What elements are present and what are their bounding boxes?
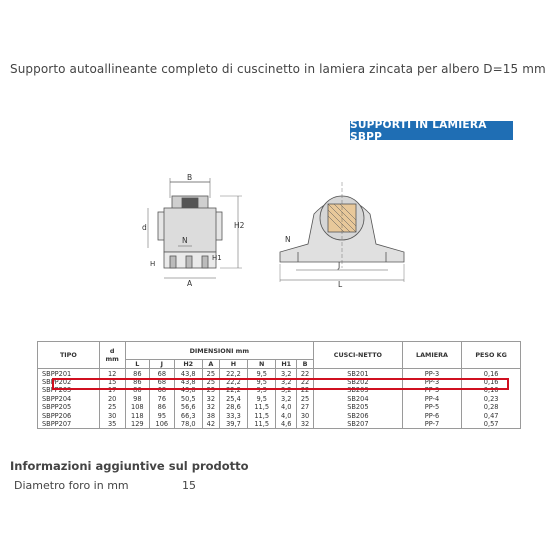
table-cell: 68	[150, 378, 175, 386]
table-cell: 50,5	[174, 395, 202, 403]
table-cell: 22,2	[219, 369, 247, 378]
col-tipo: TIPO	[38, 342, 100, 369]
col-lamiera: LAMIERA	[402, 342, 462, 369]
table-cell: 22,2	[219, 386, 247, 394]
table-cell: 11,5	[248, 420, 276, 429]
table-cell: 0,47	[462, 411, 521, 419]
table-cell: 25,4	[219, 395, 247, 403]
label-H2: H2	[234, 221, 245, 230]
table-cell: SB204	[314, 395, 403, 403]
table-row	[38, 378, 521, 386]
table-cell: SBPP202	[38, 378, 100, 386]
table-cell: 56,6	[174, 403, 202, 411]
dim-header: H	[219, 360, 247, 369]
table-cell: 32	[202, 403, 219, 411]
table-cell: PP-3	[402, 378, 462, 386]
dim-header: N	[248, 360, 276, 369]
col-dimensioni: DIMENSIONI mm	[125, 342, 313, 360]
table-cell: 86	[125, 369, 150, 378]
table-cell: 3,2	[276, 386, 297, 394]
table-cell: PP-6	[402, 411, 462, 419]
table-cell: 86	[125, 378, 150, 386]
table-cell: SB207	[314, 420, 403, 429]
col-peso: PESO KG	[462, 342, 521, 369]
table-cell: 22,2	[219, 378, 247, 386]
label-d: d	[142, 223, 147, 232]
table-cell: 22	[297, 369, 314, 378]
table-cell: 39,7	[219, 420, 247, 429]
table-cell: 0,28	[462, 403, 521, 411]
table-cell: 106	[150, 420, 175, 429]
table-row	[38, 420, 521, 429]
label-J: J	[338, 261, 341, 270]
table-cell: 4,0	[276, 403, 297, 411]
table-cell: 129	[125, 420, 150, 429]
table-cell: 30	[297, 411, 314, 419]
table-cell: PP-3	[402, 386, 462, 394]
table-cell: 86	[150, 403, 175, 411]
table-row	[38, 395, 521, 403]
table-cell: 118	[125, 411, 150, 419]
table-cell: 76	[150, 395, 175, 403]
table-cell: 78,0	[174, 420, 202, 429]
dim-header: B	[297, 360, 314, 369]
table-row	[38, 369, 521, 378]
table-cell: 25	[202, 369, 219, 378]
table-cell: 108	[125, 403, 150, 411]
table-cell: 11,5	[248, 411, 276, 419]
table-cell: 28,6	[219, 403, 247, 411]
table-cell: 32	[202, 395, 219, 403]
table-cell: SBPP207	[38, 420, 100, 429]
table-cell: PP-5	[402, 403, 462, 411]
table-cell: 98	[125, 395, 150, 403]
table-cell: SB206	[314, 411, 403, 419]
table-cell: 0,16	[462, 386, 521, 394]
table-cell: 15	[99, 378, 125, 386]
table-cell: 22	[297, 386, 314, 394]
table-cell: 0,16	[462, 369, 521, 378]
table-row	[38, 403, 521, 411]
table-cell: PP-7	[402, 420, 462, 429]
col-cuscinetto: CUSCI-NETTO	[314, 342, 403, 369]
table-cell: 68	[150, 386, 175, 394]
col-d: d mm	[99, 342, 125, 369]
table-cell: 68	[150, 369, 175, 378]
table-cell: 43,8	[174, 369, 202, 378]
table-cell: 25	[202, 378, 219, 386]
dim-header: H2	[174, 360, 202, 369]
table-row	[38, 386, 521, 394]
table-cell: 4,0	[276, 411, 297, 419]
table-cell: 38	[202, 411, 219, 419]
table-cell: 30	[99, 411, 125, 419]
table-cell: SBPP201	[38, 369, 100, 378]
table-cell: SBPP203	[38, 386, 100, 394]
table-cell: 9,5	[248, 378, 276, 386]
table-cell: 43,8	[174, 386, 202, 394]
label-L: L	[338, 280, 343, 288]
dim-header: A	[202, 360, 219, 369]
label-H: H	[150, 260, 156, 268]
table-cell: 42	[202, 420, 219, 429]
table-cell: PP-3	[402, 369, 462, 378]
table-cell: 0,57	[462, 420, 521, 429]
table-cell: PP-4	[402, 395, 462, 403]
table-cell: 86	[125, 386, 150, 394]
table-cell: 11,5	[248, 403, 276, 411]
table-cell: 25	[202, 386, 219, 394]
table-cell: 43,8	[174, 378, 202, 386]
table-cell: 66,3	[174, 411, 202, 419]
dim-header: J	[150, 360, 175, 369]
table-cell: 22	[297, 378, 314, 386]
technical-drawing	[130, 168, 420, 288]
table-cell: 95	[150, 411, 175, 419]
label-B: B	[187, 173, 193, 182]
table-cell: 35	[99, 420, 125, 429]
table-cell: 12	[99, 369, 125, 378]
table-cell: 27	[297, 403, 314, 411]
table-cell: 33,3	[219, 411, 247, 419]
table-cell: 9,5	[248, 386, 276, 394]
side-view	[148, 178, 242, 278]
table-cell: SB202	[314, 378, 403, 386]
table-cell: 0,23	[462, 395, 521, 403]
table-cell: SB205	[314, 403, 403, 411]
table-cell: 25	[297, 395, 314, 403]
table-cell: SB203	[314, 386, 403, 394]
table-cell: 3,2	[276, 369, 297, 378]
label-N-front: N	[285, 235, 291, 244]
table-cell: SBPP204	[38, 395, 100, 403]
label-H1: H1	[212, 254, 222, 262]
table-cell: 9,5	[248, 369, 276, 378]
info-label: Diametro foro in mm	[14, 479, 129, 492]
table-cell: 25	[99, 403, 125, 411]
table-row	[38, 411, 521, 419]
table-cell: SBPP205	[38, 403, 100, 411]
table-cell: 32	[297, 420, 314, 429]
series-banner: SUPPORTI IN LAMIERA SBPP	[350, 121, 513, 140]
table-cell: 17	[99, 386, 125, 394]
spec-table	[37, 341, 521, 429]
label-N: N	[182, 236, 188, 245]
front-view	[280, 182, 404, 282]
table-cell: SBPP206	[38, 411, 100, 419]
info-title: Informazioni aggiuntive sul prodotto	[10, 459, 249, 473]
table-cell: 0,16	[462, 378, 521, 386]
table-cell: 4,6	[276, 420, 297, 429]
table-cell: 9,5	[248, 395, 276, 403]
table-cell: 3,2	[276, 395, 297, 403]
dim-header: H1	[276, 360, 297, 369]
table-cell: 20	[99, 395, 125, 403]
dim-header: L	[125, 360, 150, 369]
table-cell: 3,2	[276, 378, 297, 386]
table-cell: SB201	[314, 369, 403, 378]
info-value: 15	[182, 479, 196, 492]
label-A: A	[187, 279, 193, 288]
product-description: Supporto autoallineante completo di cuscinetto in lamiera zincata per albero D=15 mm	[10, 62, 546, 76]
